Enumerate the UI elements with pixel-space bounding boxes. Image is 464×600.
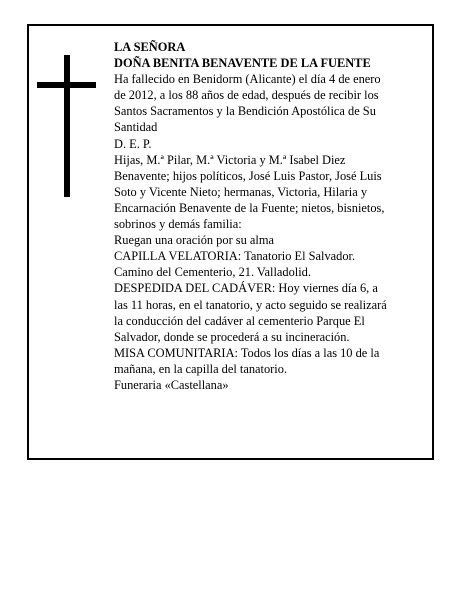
farewell-line: DESPEDIDA DEL CADÁVER: Hoy viernes día 6, a bbox=[114, 281, 378, 296]
death-info-line: Ha fallecido en Benidorm (Alicante) el día 4 de enero bbox=[114, 72, 381, 87]
obituary-text bbox=[114, 39, 420, 393]
funeral-home-line: Funeraria «Castellana» bbox=[114, 377, 229, 392]
death-info-line: Santos Sacramentos y la Bendición Apostólica de Su bbox=[114, 104, 376, 119]
family-line: sobrinos y demás familia: bbox=[114, 217, 242, 232]
family-line: Hijas, M.ª Pilar, M.ª Victoria y M.ª Isabel Diez bbox=[114, 152, 346, 167]
family-line: Benavente; hijos políticos, José Luis Pastor, José Luis bbox=[114, 168, 382, 183]
mass-line: MISA COMUNITARIA: Todos los días a las 10 de la bbox=[114, 345, 380, 360]
mass-line: mañana, en la capilla del tanatorio. bbox=[114, 361, 288, 376]
family-line: Encarnación Benavente de la Fuente; nietos, bisnietos, bbox=[114, 200, 385, 215]
chapel-line: CAPILLA VELATORIA: Tanatorio El Salvador. bbox=[114, 249, 356, 264]
prayer-line: Ruegan una oración por su alma bbox=[114, 233, 274, 248]
farewell-line: la conducción del cadáver al cementerio Parque El bbox=[114, 313, 365, 328]
obituary-heading: LA SEÑORA bbox=[114, 40, 186, 54]
rip-line: D. E. P. bbox=[114, 136, 152, 151]
deceased-name: DOÑA BENITA BENAVENTE DE LA FUENTE bbox=[114, 56, 371, 71]
cross-icon-horizontal-bar bbox=[37, 82, 96, 88]
death-info-line: de 2012, a los 88 años de edad, después de recibir los bbox=[114, 88, 379, 103]
cross-icon-vertical-bar bbox=[64, 55, 70, 197]
farewell-line: las 11 horas, en el tanatorio, y acto seguido se realizará bbox=[114, 297, 387, 312]
death-info-line: Santidad bbox=[114, 120, 158, 135]
farewell-line: Salvador, donde se procederá a su incineración. bbox=[114, 329, 350, 344]
chapel-line: Camino del Cementerio, 21. Valladolid. bbox=[114, 265, 311, 280]
family-line: Soto y Vicente Nieto; hermanas, Victoria, Hilaria y bbox=[114, 184, 368, 199]
